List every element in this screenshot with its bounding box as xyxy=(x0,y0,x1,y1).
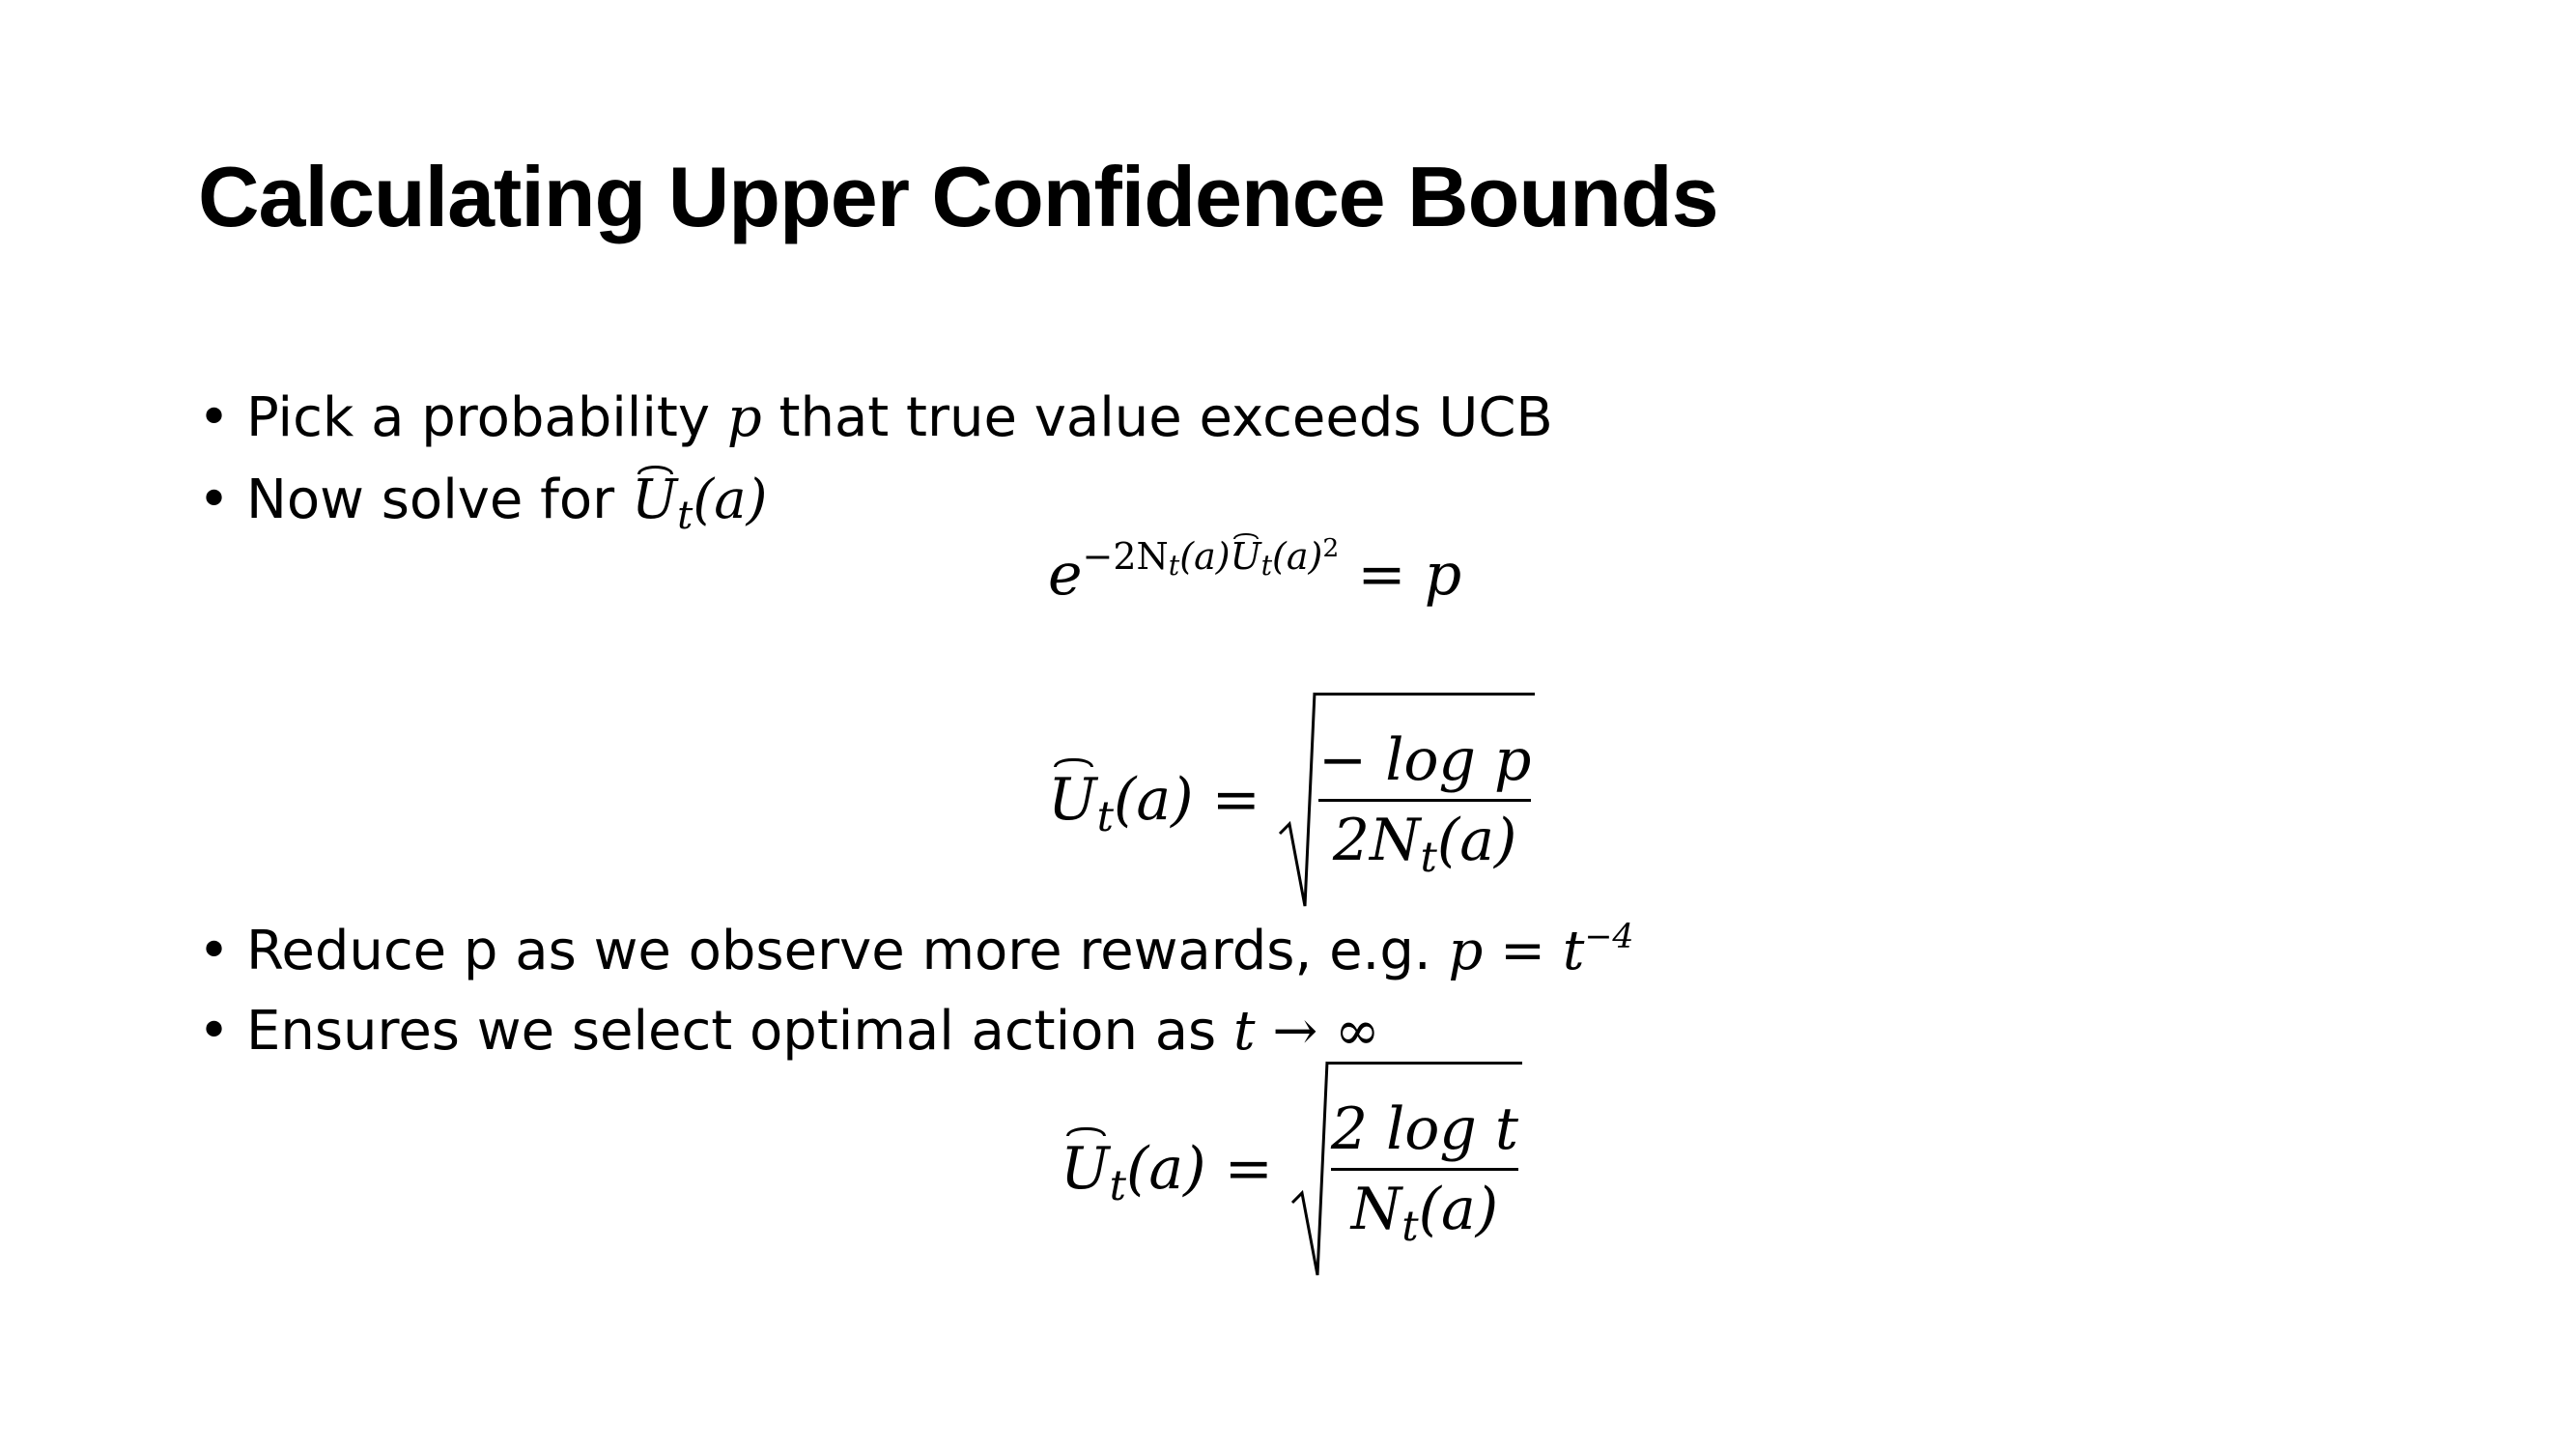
slide-title: Calculating Upper Confidence Bounds xyxy=(198,149,1718,244)
math-t-to-infinity: t → ∞ xyxy=(1233,1000,1380,1063)
denominator: $2N_t(a)$ xyxy=(1332,806,1517,882)
bullet-pick-probability xyxy=(198,386,1553,449)
equation-lhs: $U_t(a)$ = xyxy=(1048,766,1260,842)
equation-ucb-log-t xyxy=(1061,1058,1522,1280)
bullet-optimal-action xyxy=(198,1000,1380,1063)
bullet-glyph: • xyxy=(198,469,231,531)
equation-exponential: $e^{-2Nt(a)Ut(a)^2} = p$ xyxy=(1048,532,1462,609)
fraction xyxy=(1315,725,1536,882)
bullet-text: Pick a probability xyxy=(246,386,727,449)
radical-icon xyxy=(1278,689,1316,911)
bullet-text-after: that true value exceeds UCB xyxy=(761,386,1553,449)
numerator: 2 log t xyxy=(1331,1100,1518,1171)
bullet-text: Reduce p as we observe more rewards, e.g. xyxy=(246,920,1449,982)
fraction xyxy=(1327,1094,1522,1251)
sqrt-sign xyxy=(1290,1058,1522,1280)
math-p-equals-t: $p = t^{-4}$ xyxy=(1448,918,1634,982)
bullet-glyph: • xyxy=(198,920,231,982)
bullet-solve-for xyxy=(198,469,768,539)
bullet-glyph: • xyxy=(198,386,231,449)
bullet-glyph: • xyxy=(198,1000,231,1063)
equation-ucb-log-p xyxy=(1048,689,1535,911)
denominator: $N_t(a)$ xyxy=(1350,1175,1499,1251)
bullet-reduce-p xyxy=(198,918,1634,982)
bullet-text: Ensures we select optimal action as xyxy=(246,1000,1234,1063)
equation-lhs: $U_t(a)$ = xyxy=(1061,1135,1273,1211)
sqrt-sign xyxy=(1278,689,1536,911)
math-p: p xyxy=(726,386,762,449)
math-u-hat: $U_t(a)$ xyxy=(631,469,768,539)
radical-icon xyxy=(1290,1058,1329,1280)
numerator: − log p xyxy=(1318,731,1532,802)
bullet-text: Now solve for xyxy=(246,469,632,531)
